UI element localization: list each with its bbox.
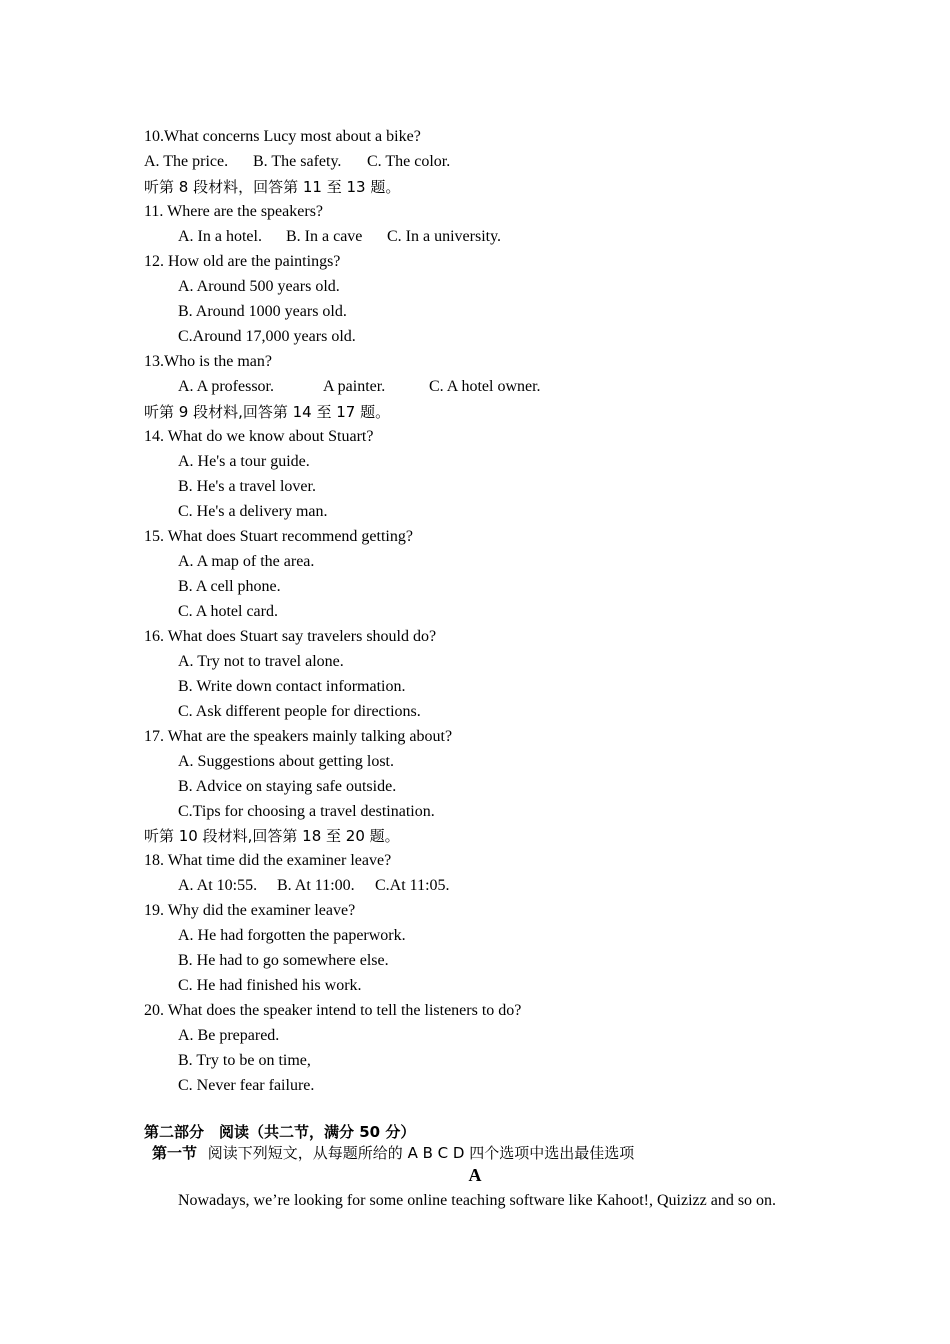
question-11-options	[178, 227, 501, 247]
question-15-option-a: A. A map of the area.	[178, 553, 315, 570]
question-15-stem: 15. What does Stuart recommend getting?	[144, 528, 413, 545]
question-12-option-c: C.Around 17,000 years old.	[178, 328, 356, 345]
question-14-option-c: C. He's a delivery man.	[178, 503, 328, 520]
section-one-label: 第一节	[152, 1144, 198, 1162]
question-14-option-b: B. He's a travel lover.	[178, 478, 316, 495]
option-b: B. The safety.	[253, 153, 342, 170]
question-20-stem: 20. What does the speaker intend to tell the listeners to do?	[144, 1002, 522, 1019]
section-one-header	[152, 1143, 634, 1163]
question-14-option-a: A. He's a tour guide.	[178, 453, 310, 470]
question-20-option-b: B. Try to be on time,	[178, 1052, 311, 1069]
option-a: A. At 10:55.	[178, 877, 258, 894]
option-a: A. In a hotel.	[178, 228, 262, 245]
question-16-option-b: B. Write down contact information.	[178, 678, 406, 695]
question-17-option-a: A. Suggestions about getting lost.	[178, 753, 394, 770]
listening-instruction-8: 听第 8 段材料，回答第 11 至 13 题。	[144, 178, 401, 196]
part-two-title: 第二部分 阅读（共二节，满分 50 分）	[144, 1123, 416, 1141]
question-20-option-c: C. Never fear failure.	[178, 1077, 315, 1094]
question-17-stem: 17. What are the speakers mainly talking about?	[144, 728, 453, 745]
question-19-option-a: A. He had forgotten the paperwork.	[178, 927, 406, 944]
listening-instruction-10: 听第 10 段材料,回答第 18 至 20 题。	[144, 827, 400, 845]
option-c: C. The color.	[367, 153, 451, 170]
question-17-option-c: C.Tips for choosing a travel destination.	[178, 803, 435, 820]
question-12-option-a: A. Around 500 years old.	[178, 278, 340, 295]
option-b: B. In a cave	[286, 228, 363, 245]
question-19-option-c: C. He had finished his work.	[178, 977, 362, 994]
question-18-options	[178, 876, 450, 896]
question-13-options	[178, 377, 541, 397]
question-17-option-b: B. Advice on staying safe outside.	[178, 778, 397, 795]
question-13-stem: 13.Who is the man?	[144, 353, 272, 370]
passage-first-line: Nowadays, we’re looking for some online teaching software like Kahoot!, Quizizz and so on.	[178, 1192, 777, 1209]
question-15-option-b: B. A cell phone.	[178, 578, 281, 595]
question-16-option-a: A. Try not to travel alone.	[178, 653, 344, 670]
listening-instruction-9: 听第 9 段材料,回答第 14 至 17 题。	[144, 403, 391, 421]
question-15-option-c: C. A hotel card.	[178, 603, 278, 620]
question-10-options	[144, 152, 450, 172]
section-one-instruction: 阅读下列短文，从每题所给的 A B C D 四个选项中选出最佳选项	[207, 1144, 635, 1162]
question-18-stem: 18. What time did the examiner leave?	[144, 852, 392, 869]
question-14-stem: 14. What do we know about Stuart?	[144, 428, 374, 445]
question-20-option-a: A. Be prepared.	[178, 1027, 280, 1044]
question-16-option-c: C. Ask different people for directions.	[178, 703, 421, 720]
option-a: A. The price.	[144, 153, 229, 170]
question-12-option-b: B. Around 1000 years old.	[178, 303, 347, 320]
option-a: A. A professor.	[178, 378, 274, 395]
option-c: C. A hotel owner.	[429, 378, 541, 395]
option-b: B. At 11:00.	[277, 877, 355, 894]
option-b: A painter.	[323, 378, 386, 395]
question-12-stem: 12. How old are the paintings?	[144, 253, 341, 270]
option-c: C.At 11:05.	[375, 877, 450, 894]
question-11-stem: 11. Where are the speakers?	[144, 203, 324, 220]
question-10-stem: 10.What concerns Lucy most about a bike?	[144, 128, 421, 145]
question-19-stem: 19. Why did the examiner leave?	[144, 902, 356, 919]
passage-letter: A	[468, 1165, 482, 1185]
option-c: C. In a university.	[387, 228, 502, 245]
question-16-stem: 16. What does Stuart say travelers should do?	[144, 628, 437, 645]
question-19-option-b: B. He had to go somewhere else.	[178, 952, 389, 969]
